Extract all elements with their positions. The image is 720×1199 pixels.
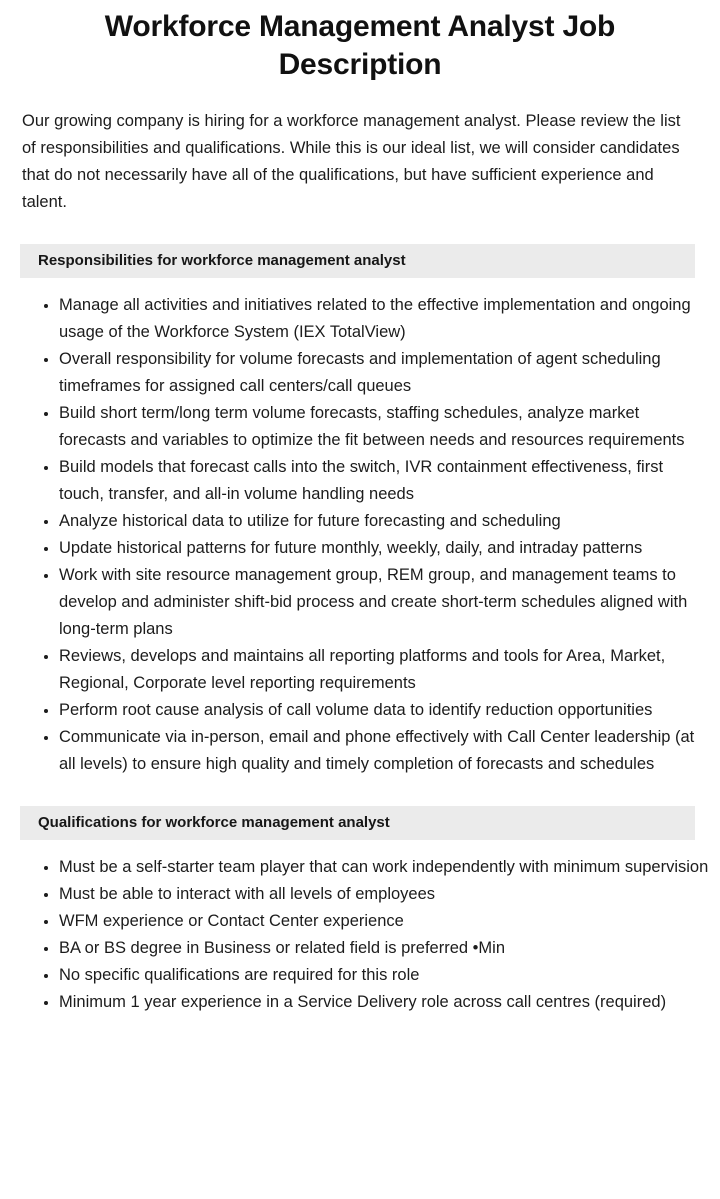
- section-header-responsibilities: Responsibilities for workforce management analyst: [20, 244, 695, 278]
- list-item: Must be a self-starter team player that can work independently with minimum supervision: [44, 854, 710, 881]
- list-item: BA or BS degree in Business or related field is preferred •Min: [44, 935, 710, 962]
- list-item: Build short term/long term volume forecasts, staffing schedules, analyze market forecasts and variables to optimize the fit between needs and resources requirements: [44, 400, 696, 454]
- list-item: Overall responsibility for volume forecasts and implementation of agent scheduling timeframes for assigned call centers/call queues: [44, 346, 696, 400]
- list-item: Update historical patterns for future monthly, weekly, daily, and intraday patterns: [44, 535, 696, 562]
- list-item: Build models that forecast calls into the switch, IVR containment effectiveness, first touch, transfer, and all-in volume handling needs: [44, 454, 696, 508]
- list-item: Reviews, develops and maintains all reporting platforms and tools for Area, Market, Regional, Corporate level reporting requirements: [44, 643, 696, 697]
- page-bottom-spacer: [0, 1016, 720, 1056]
- list-item: WFM experience or Contact Center experience: [44, 908, 710, 935]
- page-title: Workforce Management Analyst Job Description: [104, 10, 616, 81]
- intro-paragraph: Our growing company is hiring for a workforce management analyst. Please review the list of responsibilities and qualifications. While this is our ideal list, we will consider candidates that do not necessarily have all of the qualifications, but have sufficient experience and talent.: [22, 112, 681, 211]
- responsibilities-list: [0, 278, 720, 778]
- section-header-qualifications: Qualifications for workforce management analyst: [20, 806, 695, 840]
- list-item: Analyze historical data to utilize for future forecasting and scheduling: [44, 508, 696, 535]
- section-qualifications: [0, 806, 720, 1016]
- list-item: Must be able to interact with all levels of employees: [44, 881, 710, 908]
- list-item: Perform root cause analysis of call volume data to identify reduction opportunities: [44, 697, 696, 724]
- section-responsibilities: [0, 244, 720, 778]
- list-item: Minimum 1 year experience in a Service Delivery role across call centres (required): [44, 989, 710, 1016]
- list-item: Communicate via in-person, email and phone effectively with Call Center leadership (at all levels) to ensure high quality and timely completion of forecasts and schedules: [44, 724, 696, 778]
- list-item: Manage all activities and initiatives related to the effective implementation and ongoing usage of the Workforce System (IEX TotalView): [44, 292, 696, 346]
- qualifications-list: [0, 840, 720, 1016]
- list-item: No specific qualifications are required for this role: [44, 962, 710, 989]
- list-item: Work with site resource management group, REM group, and management teams to develop and administer shift-bid process and create short-term schedules aligned with long-term plans: [44, 562, 696, 643]
